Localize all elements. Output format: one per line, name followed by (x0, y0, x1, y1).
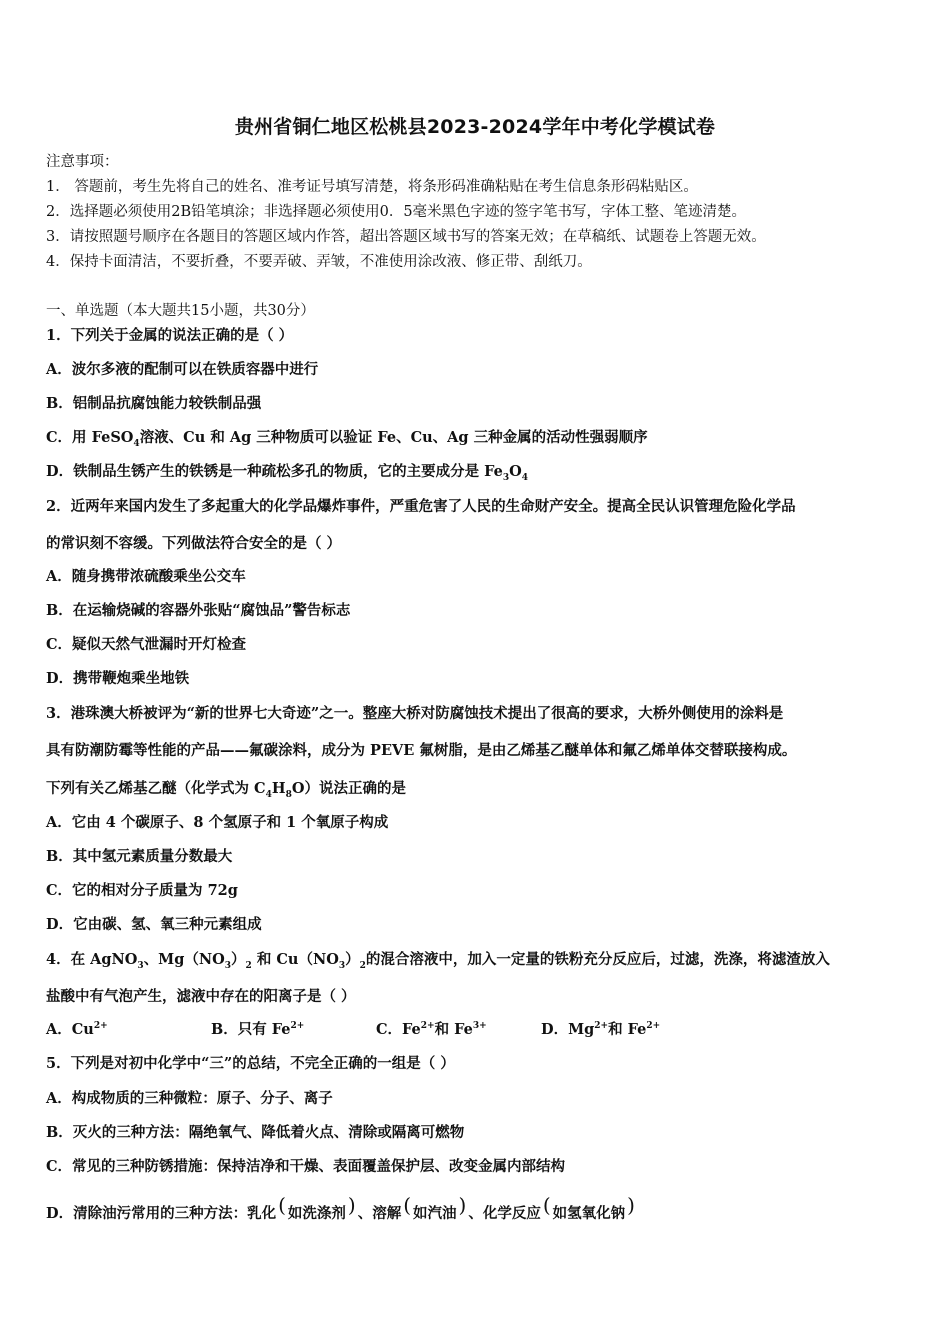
q1-option-d: D．铁制品生锈产生的铁锈是一种疏松多孔的物质，它的主要成分是 $Fe_3O_4$ (46, 463, 529, 483)
q3-stem-line-3: 下列有关乙烯基乙醚（化学式为 $C_4H_8O$）说法正确的是 (46, 780, 406, 800)
q4-stem-line-2: 盐酸中有气泡产生，滤液中存在的阳离子是（ ） (46, 988, 356, 1005)
q4-stem-line-1: 4．在 AgNO$_3$、$Mg(NO_3)_2$ 和 $Cu(NO_3)_2$的混合溶液中，加入一定量的铁粉充分反应后，过滤，洗涤，将滤渣放入 (46, 951, 830, 971)
q1-option-c: C．用 FeSO$_4$溶液、Cu 和 Ag 三种物质可以验证 Fe、Cu、Ag 三种金属的活动性强弱顺序 (46, 429, 648, 449)
q4-option-c: C．$Fe^{2+}$和 $Fe^{3+}$ (376, 1021, 487, 1038)
q4-option-d: D．$Mg^{2+}$和 $Fe^{2+}$ (541, 1021, 661, 1038)
q3-option-c: C．它的相对分子质量为 72g (46, 882, 238, 899)
q2-option-a: A．随身携带浓硫酸乘坐公交车 (46, 568, 246, 585)
q2-option-c: C．疑似天然气泄漏时开灯检查 (46, 636, 247, 653)
q1-option-b: B．铝制品抗腐蚀能力较铁制品强 (46, 395, 262, 412)
notice-item-1: 1． 答题前，考生先将自己的姓名、准考证号填写清楚，将条形码准确粘贴在考生信息条形码粘贴区。 (46, 179, 698, 195)
q4-option-b: B．只有 $Fe^{2+}$ (211, 1021, 305, 1038)
q3-option-d: D．它由碳、氢、氧三种元素组成 (46, 916, 262, 933)
q1-option-a: A．波尔多液的配制可以在铁质容器中进行 (46, 361, 319, 378)
q5-stem: 5．下列是对初中化学中“三”的总结，不完全正确的一组是（ ） (46, 1055, 455, 1072)
q5-option-c: C．常见的三种防锈措施：保持洁净和干燥、表面覆盖保护层、改变金属内部结构 (46, 1158, 566, 1175)
q3-stem-line-1: 3．港珠澳大桥被评为“新的世界七大奇迹”之一。整座大桥对防腐蚀技术提出了很高的要求，大桥外侧使用的涂料是 (46, 705, 784, 722)
q2-stem-line-1: 2．近两年来国内发生了多起重大的化学品爆炸事件，严重危害了人民的生命财产安全。提高全民认识管理危险化学品 (46, 498, 796, 515)
notice-heading: 注意事项： (46, 154, 119, 170)
q5-option-d: D．清除油污常用的三种方法：乳化 ( 如洗涤剂 ) 、溶解 ( 如汽油 ) 、化学反应 ( 如氢氧化钠 ) (46, 1193, 635, 1222)
q5-option-b: B．灭火的三种方法：隔绝氧气、降低着火点、清除或隔离可燃物 (46, 1124, 465, 1141)
section-heading: 一、单选题（本大题共15小题，共30分） (46, 303, 315, 319)
q2-option-b: B．在运输烧碱的容器外张贴“腐蚀品”警告标志 (46, 602, 351, 619)
notice-item-3: 3．请按照题号顺序在各题目的答题区域内作答，超出答题区域书写的答案无效；在草稿纸、试题卷上答题无效。 (46, 229, 766, 245)
q3-option-b: B．其中氢元素质量分数最大 (46, 848, 233, 865)
q1-stem: 1．下列关于金属的说法正确的是（ ） (46, 327, 294, 344)
notice-item-2: 2．选择题必须使用2B铅笔填涂；非选择题必须使用0．5毫米黑色字迹的签字笔书写，字体工整、笔迹清楚。 (46, 204, 747, 220)
page-title: 贵州省铜仁地区松桃县2023-2024学年中考化学模试卷 (234, 116, 716, 138)
q2-option-d: D．携带鞭炮乘坐地铁 (46, 670, 190, 687)
notice-item-4: 4．保持卡面清洁，不要折叠，不要弄破、弄皱，不准使用涂改液、修正带、刮纸刀。 (46, 254, 592, 270)
q4-option-a: A．$Cu^{2+}$ (46, 1021, 108, 1038)
q5-option-a: A．构成物质的三种微粒：原子、分子、离子 (46, 1090, 333, 1107)
q3-stem-line-2: 具有防潮防霉等性能的产品——氟碳涂料，成分为 PEVE 氟树脂，是由乙烯基乙醚单体和氟乙烯单体交替联接构成。 (46, 742, 797, 759)
q3-option-a: A．它由 4 个碳原子、8 个氢原子和 1 个氧原子构成 (46, 814, 389, 831)
q2-stem-line-2: 的常识刻不容缓。下列做法符合安全的是（ ） (46, 535, 342, 552)
